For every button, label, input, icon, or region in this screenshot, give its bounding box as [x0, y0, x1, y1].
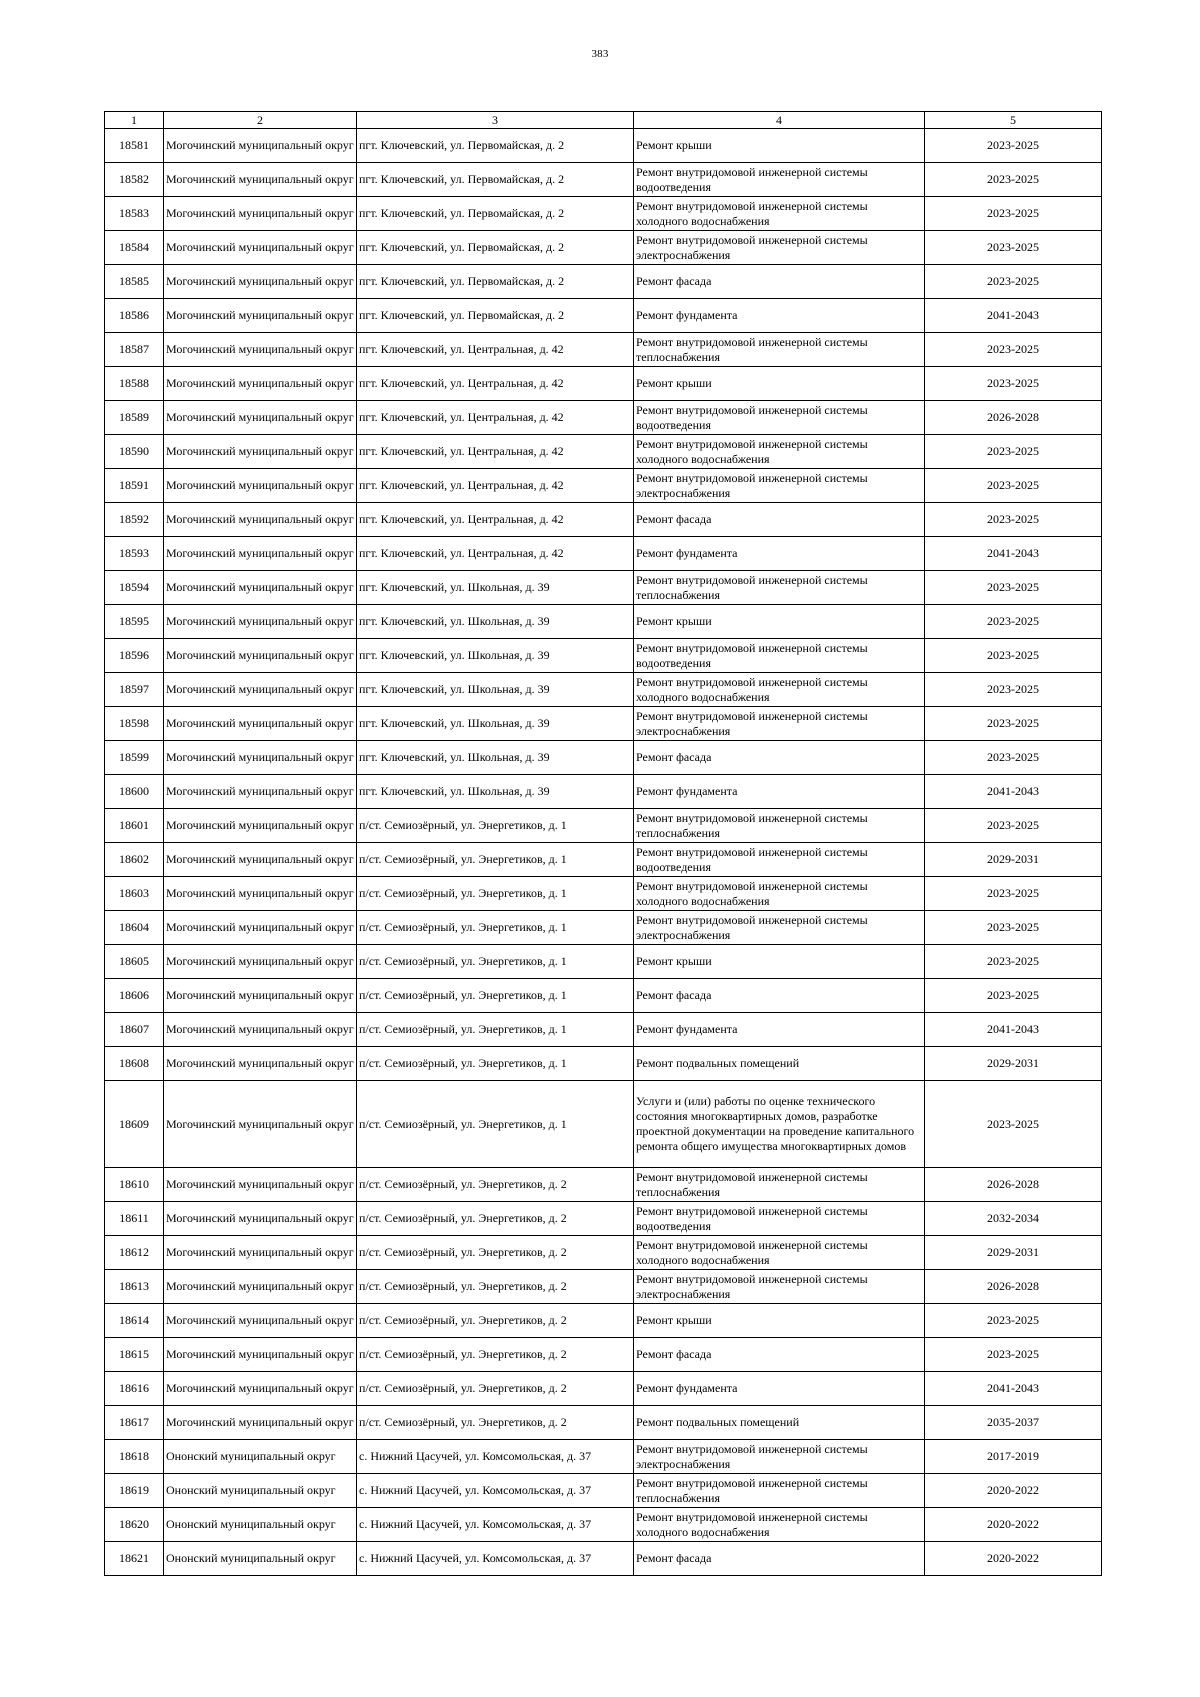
row-number: 18618 [105, 1440, 164, 1474]
table-row [105, 979, 1102, 1013]
address-cell: п/ст. Семиозёрный, ул. Энергетиков, д. 2 [357, 1270, 634, 1304]
period-cell: 2023-2025 [925, 163, 1102, 197]
address-cell: с. Нижний Цасучей, ул. Комсомольская, д. 37 [357, 1440, 634, 1474]
municipality-cell: Могочинский муниципальный округ [164, 741, 357, 775]
period-cell: 2023-2025 [925, 741, 1102, 775]
municipality-cell: Могочинский муниципальный округ [164, 843, 357, 877]
row-number: 18616 [105, 1372, 164, 1406]
address-cell: пгт. Ключевский, ул. Школьная, д. 39 [357, 639, 634, 673]
municipality-cell: Могочинский муниципальный округ [164, 1406, 357, 1440]
address-cell: пгт. Ключевский, ул. Школьная, д. 39 [357, 605, 634, 639]
period-cell: 2035-2037 [925, 1406, 1102, 1440]
work-type-cell: Ремонт внутридомовой инженерной системы электроснабжения [634, 231, 925, 265]
work-type-cell: Ремонт крыши [634, 367, 925, 401]
work-type-cell: Ремонт фасада [634, 979, 925, 1013]
work-type-cell: Ремонт подвальных помещений [634, 1406, 925, 1440]
municipality-cell: Могочинский муниципальный округ [164, 1270, 357, 1304]
municipality-cell: Могочинский муниципальный округ [164, 265, 357, 299]
municipality-cell: Могочинский муниципальный округ [164, 809, 357, 843]
row-number: 18602 [105, 843, 164, 877]
municipality-cell: Ононский муниципальный округ [164, 1542, 357, 1576]
work-type-cell: Ремонт внутридомовой инженерной системы теплоснабжения [634, 333, 925, 367]
row-number: 18619 [105, 1474, 164, 1508]
address-cell: пгт. Ключевский, ул. Школьная, д. 39 [357, 775, 634, 809]
row-number: 18620 [105, 1508, 164, 1542]
work-type-cell: Ремонт фасада [634, 1542, 925, 1576]
table-row [105, 231, 1102, 265]
row-number: 18592 [105, 503, 164, 537]
period-cell: 2017-2019 [925, 1440, 1102, 1474]
address-cell: пгт. Ключевский, ул. Первомайская, д. 2 [357, 299, 634, 333]
period-cell: 2023-2025 [925, 197, 1102, 231]
period-cell: 2029-2031 [925, 843, 1102, 877]
address-cell: пгт. Ключевский, ул. Первомайская, д. 2 [357, 197, 634, 231]
address-cell: пгт. Ключевский, ул. Первомайская, д. 2 [357, 265, 634, 299]
address-cell: п/ст. Семиозёрный, ул. Энергетиков, д. 1 [357, 979, 634, 1013]
municipality-cell: Могочинский муниципальный округ [164, 435, 357, 469]
period-cell: 2020-2022 [925, 1508, 1102, 1542]
row-number: 18591 [105, 469, 164, 503]
table-row [105, 911, 1102, 945]
row-number: 18595 [105, 605, 164, 639]
period-cell: 2023-2025 [925, 333, 1102, 367]
municipality-cell: Могочинский муниципальный округ [164, 163, 357, 197]
municipality-cell: Могочинский муниципальный округ [164, 333, 357, 367]
period-cell: 2023-2025 [925, 231, 1102, 265]
work-type-cell: Ремонт внутридомовой инженерной системы электроснабжения [634, 707, 925, 741]
period-cell: 2023-2025 [925, 639, 1102, 673]
municipality-cell: Ононский муниципальный округ [164, 1508, 357, 1542]
work-type-cell: Ремонт внутридомовой инженерной системы холодного водоснабжения [634, 1508, 925, 1542]
municipality-cell: Могочинский муниципальный округ [164, 1168, 357, 1202]
table-row [105, 1013, 1102, 1047]
row-number: 18608 [105, 1047, 164, 1081]
row-number: 18593 [105, 537, 164, 571]
period-cell: 2023-2025 [925, 129, 1102, 163]
row-number: 18614 [105, 1304, 164, 1338]
row-number: 18586 [105, 299, 164, 333]
address-cell: п/ст. Семиозёрный, ул. Энергетиков, д. 2 [357, 1168, 634, 1202]
row-number: 18613 [105, 1270, 164, 1304]
work-type-cell: Услуги и (или) работы по оценке технического состояния многоквартирных домов, разработке проектной документации на проведение капитального ремонта общего имущества многоквартирных домов [634, 1081, 925, 1168]
table-row [105, 367, 1102, 401]
work-type-cell: Ремонт внутридомовой инженерной системы электроснабжения [634, 1440, 925, 1474]
row-number: 18584 [105, 231, 164, 265]
work-type-cell: Ремонт крыши [634, 945, 925, 979]
period-cell: 2023-2025 [925, 503, 1102, 537]
address-cell: с. Нижний Цасучей, ул. Комсомольская, д. 37 [357, 1474, 634, 1508]
column-header: 1 [105, 112, 164, 129]
address-cell: пгт. Ключевский, ул. Школьная, д. 39 [357, 571, 634, 605]
work-type-cell: Ремонт внутридомовой инженерной системы электроснабжения [634, 469, 925, 503]
table-row [105, 299, 1102, 333]
work-type-cell: Ремонт подвальных помещений [634, 1047, 925, 1081]
period-cell: 2041-2043 [925, 1372, 1102, 1406]
work-type-cell: Ремонт фундамента [634, 299, 925, 333]
address-cell: пгт. Ключевский, ул. Школьная, д. 39 [357, 673, 634, 707]
table-row [105, 469, 1102, 503]
period-cell: 2023-2025 [925, 1081, 1102, 1168]
address-cell: пгт. Ключевский, ул. Центральная, д. 42 [357, 401, 634, 435]
work-type-cell: Ремонт внутридомовой инженерной системы холодного водоснабжения [634, 435, 925, 469]
municipality-cell: Могочинский муниципальный округ [164, 129, 357, 163]
work-type-cell: Ремонт фасада [634, 265, 925, 299]
work-type-cell: Ремонт внутридомовой инженерной системы водоотведения [634, 163, 925, 197]
period-cell: 2029-2031 [925, 1236, 1102, 1270]
period-cell: 2041-2043 [925, 537, 1102, 571]
table-row [105, 741, 1102, 775]
municipality-cell: Могочинский муниципальный округ [164, 571, 357, 605]
work-type-cell: Ремонт внутридомовой инженерной системы водоотведения [634, 1202, 925, 1236]
municipality-cell: Могочинский муниципальный округ [164, 367, 357, 401]
municipality-cell: Могочинский муниципальный округ [164, 911, 357, 945]
row-number: 18604 [105, 911, 164, 945]
table-row [105, 1406, 1102, 1440]
address-cell: пгт. Ключевский, ул. Школьная, д. 39 [357, 741, 634, 775]
table-row [105, 809, 1102, 843]
municipality-cell: Могочинский муниципальный округ [164, 1202, 357, 1236]
work-type-cell: Ремонт внутридомовой инженерной системы водоотведения [634, 401, 925, 435]
address-cell: пгт. Ключевский, ул. Центральная, д. 42 [357, 503, 634, 537]
work-type-cell: Ремонт фундамента [634, 537, 925, 571]
period-cell: 2026-2028 [925, 1270, 1102, 1304]
row-number: 18603 [105, 877, 164, 911]
municipality-cell: Могочинский муниципальный округ [164, 1081, 357, 1168]
table-row [105, 945, 1102, 979]
address-cell: п/ст. Семиозёрный, ул. Энергетиков, д. 1 [357, 911, 634, 945]
municipality-cell: Могочинский муниципальный округ [164, 469, 357, 503]
table-row [105, 877, 1102, 911]
period-cell: 2032-2034 [925, 1202, 1102, 1236]
header-row [105, 112, 1102, 129]
municipality-cell: Могочинский муниципальный округ [164, 605, 357, 639]
work-type-cell: Ремонт внутридомовой инженерной системы электроснабжения [634, 1270, 925, 1304]
page-number: 383 [591, 48, 609, 60]
period-cell: 2023-2025 [925, 673, 1102, 707]
column-header: 3 [357, 112, 634, 129]
table-row [105, 1372, 1102, 1406]
row-number: 18589 [105, 401, 164, 435]
work-type-cell: Ремонт фасада [634, 741, 925, 775]
capital-repair-table [104, 111, 1102, 1576]
table-row [105, 1542, 1102, 1576]
municipality-cell: Могочинский муниципальный округ [164, 1338, 357, 1372]
municipality-cell: Могочинский муниципальный округ [164, 503, 357, 537]
work-type-cell: Ремонт внутридомовой инженерной системы холодного водоснабжения [634, 877, 925, 911]
period-cell: 2023-2025 [925, 605, 1102, 639]
work-type-cell: Ремонт фасада [634, 1338, 925, 1372]
table-row [105, 775, 1102, 809]
work-type-cell: Ремонт внутридомовой инженерной системы электроснабжения [634, 911, 925, 945]
municipality-cell: Могочинский муниципальный округ [164, 1372, 357, 1406]
work-type-cell: Ремонт фундамента [634, 775, 925, 809]
table-row [105, 129, 1102, 163]
municipality-cell: Могочинский муниципальный округ [164, 877, 357, 911]
address-cell: п/ст. Семиозёрный, ул. Энергетиков, д. 2 [357, 1406, 634, 1440]
municipality-cell: Могочинский муниципальный округ [164, 945, 357, 979]
municipality-cell: Могочинский муниципальный округ [164, 1304, 357, 1338]
table-row [105, 707, 1102, 741]
work-type-cell: Ремонт внутридомовой инженерной системы водоотведения [634, 639, 925, 673]
period-cell: 2023-2025 [925, 571, 1102, 605]
period-cell: 2026-2028 [925, 1168, 1102, 1202]
table-row [105, 1047, 1102, 1081]
row-number: 18582 [105, 163, 164, 197]
table-row [105, 1081, 1102, 1168]
municipality-cell: Могочинский муниципальный округ [164, 979, 357, 1013]
work-type-cell: Ремонт фундамента [634, 1013, 925, 1047]
address-cell: п/ст. Семиозёрный, ул. Энергетиков, д. 2 [357, 1236, 634, 1270]
municipality-cell: Могочинский муниципальный округ [164, 639, 357, 673]
row-number: 18590 [105, 435, 164, 469]
table-row [105, 639, 1102, 673]
period-cell: 2023-2025 [925, 265, 1102, 299]
municipality-cell: Могочинский муниципальный округ [164, 1047, 357, 1081]
municipality-cell: Могочинский муниципальный округ [164, 537, 357, 571]
table-row [105, 333, 1102, 367]
period-cell: 2023-2025 [925, 367, 1102, 401]
period-cell: 2023-2025 [925, 469, 1102, 503]
table-row [105, 435, 1102, 469]
table-row [105, 1236, 1102, 1270]
address-cell: п/ст. Семиозёрный, ул. Энергетиков, д. 1 [357, 1013, 634, 1047]
work-type-cell: Ремонт внутридомовой инженерной системы теплоснабжения [634, 1168, 925, 1202]
row-number: 18612 [105, 1236, 164, 1270]
table-row [105, 163, 1102, 197]
table-row [105, 1202, 1102, 1236]
row-number: 18594 [105, 571, 164, 605]
address-cell: пгт. Ключевский, ул. Первомайская, д. 2 [357, 163, 634, 197]
period-cell: 2023-2025 [925, 707, 1102, 741]
row-number: 18609 [105, 1081, 164, 1168]
row-number: 18601 [105, 809, 164, 843]
period-cell: 2023-2025 [925, 1304, 1102, 1338]
table-row [105, 1304, 1102, 1338]
address-cell: пгт. Ключевский, ул. Центральная, д. 42 [357, 469, 634, 503]
period-cell: 2041-2043 [925, 299, 1102, 333]
period-cell: 2023-2025 [925, 1338, 1102, 1372]
work-type-cell: Ремонт фундамента [634, 1372, 925, 1406]
work-type-cell: Ремонт фасада [634, 503, 925, 537]
municipality-cell: Могочинский муниципальный округ [164, 707, 357, 741]
period-cell: 2023-2025 [925, 877, 1102, 911]
row-number: 18599 [105, 741, 164, 775]
work-type-cell: Ремонт внутридомовой инженерной системы водоотведения [634, 843, 925, 877]
period-cell: 2023-2025 [925, 945, 1102, 979]
row-number: 18587 [105, 333, 164, 367]
row-number: 18621 [105, 1542, 164, 1576]
period-cell: 2023-2025 [925, 435, 1102, 469]
municipality-cell: Могочинский муниципальный округ [164, 197, 357, 231]
period-cell: 2020-2022 [925, 1474, 1102, 1508]
period-cell: 2029-2031 [925, 1047, 1102, 1081]
work-type-cell: Ремонт внутридомовой инженерной системы теплоснабжения [634, 571, 925, 605]
row-number: 18596 [105, 639, 164, 673]
period-cell: 2023-2025 [925, 911, 1102, 945]
address-cell: пгт. Ключевский, ул. Первомайская, д. 2 [357, 129, 634, 163]
municipality-cell: Могочинский муниципальный округ [164, 231, 357, 265]
address-cell: с. Нижний Цасучей, ул. Комсомольская, д. 37 [357, 1508, 634, 1542]
table-row [105, 605, 1102, 639]
row-number: 18588 [105, 367, 164, 401]
municipality-cell: Ононский муниципальный округ [164, 1474, 357, 1508]
table-row [105, 401, 1102, 435]
period-cell: 2041-2043 [925, 775, 1102, 809]
table-row [105, 1338, 1102, 1372]
column-header: 4 [634, 112, 925, 129]
address-cell: пгт. Ключевский, ул. Первомайская, д. 2 [357, 231, 634, 265]
municipality-cell: Могочинский муниципальный округ [164, 401, 357, 435]
work-type-cell: Ремонт внутридомовой инженерной системы теплоснабжения [634, 809, 925, 843]
row-number: 18605 [105, 945, 164, 979]
municipality-cell: Могочинский муниципальный округ [164, 673, 357, 707]
address-cell: п/ст. Семиозёрный, ул. Энергетиков, д. 2 [357, 1304, 634, 1338]
row-number: 18615 [105, 1338, 164, 1372]
table-row [105, 537, 1102, 571]
address-cell: с. Нижний Цасучей, ул. Комсомольская, д. 37 [357, 1542, 634, 1576]
table-row [105, 197, 1102, 231]
row-number: 18610 [105, 1168, 164, 1202]
row-number: 18585 [105, 265, 164, 299]
row-number: 18611 [105, 1202, 164, 1236]
period-cell: 2023-2025 [925, 979, 1102, 1013]
period-cell: 2023-2025 [925, 809, 1102, 843]
address-cell: п/ст. Семиозёрный, ул. Энергетиков, д. 2 [357, 1372, 634, 1406]
work-type-cell: Ремонт внутридомовой инженерной системы холодного водоснабжения [634, 673, 925, 707]
municipality-cell: Могочинский муниципальный округ [164, 775, 357, 809]
table-row [105, 571, 1102, 605]
address-cell: пгт. Ключевский, ул. Центральная, д. 42 [357, 367, 634, 401]
table-row [105, 1168, 1102, 1202]
municipality-cell: Могочинский муниципальный округ [164, 1236, 357, 1270]
work-type-cell: Ремонт крыши [634, 1304, 925, 1338]
row-number: 18600 [105, 775, 164, 809]
row-number: 18583 [105, 197, 164, 231]
address-cell: пгт. Ключевский, ул. Школьная, д. 39 [357, 707, 634, 741]
work-type-cell: Ремонт крыши [634, 605, 925, 639]
address-cell: пгт. Ключевский, ул. Центральная, д. 42 [357, 435, 634, 469]
column-header: 2 [164, 112, 357, 129]
address-cell: п/ст. Семиозёрный, ул. Энергетиков, д. 1 [357, 809, 634, 843]
work-type-cell: Ремонт внутридомовой инженерной системы теплоснабжения [634, 1474, 925, 1508]
address-cell: пгт. Ключевский, ул. Центральная, д. 42 [357, 537, 634, 571]
table-row [105, 1508, 1102, 1542]
row-number: 18581 [105, 129, 164, 163]
row-number: 18606 [105, 979, 164, 1013]
table-row [105, 1270, 1102, 1304]
address-cell: п/ст. Семиозёрный, ул. Энергетиков, д. 1 [357, 843, 634, 877]
table-row [105, 503, 1102, 537]
municipality-cell: Могочинский муниципальный округ [164, 1013, 357, 1047]
address-cell: пгт. Ключевский, ул. Центральная, д. 42 [357, 333, 634, 367]
row-number: 18598 [105, 707, 164, 741]
column-header: 5 [925, 112, 1102, 129]
table-row [105, 1440, 1102, 1474]
row-number: 18617 [105, 1406, 164, 1440]
address-cell: п/ст. Семиозёрный, ул. Энергетиков, д. 1 [357, 877, 634, 911]
period-cell: 2041-2043 [925, 1013, 1102, 1047]
table-row [105, 673, 1102, 707]
work-type-cell: Ремонт внутридомовой инженерной системы холодного водоснабжения [634, 1236, 925, 1270]
table-row [105, 265, 1102, 299]
municipality-cell: Ононский муниципальный округ [164, 1440, 357, 1474]
address-cell: п/ст. Семиозёрный, ул. Энергетиков, д. 1 [357, 945, 634, 979]
address-cell: п/ст. Семиозёрный, ул. Энергетиков, д. 2 [357, 1338, 634, 1372]
table-row [105, 1474, 1102, 1508]
address-cell: п/ст. Семиозёрный, ул. Энергетиков, д. 2 [357, 1202, 634, 1236]
table-row [105, 843, 1102, 877]
row-number: 18607 [105, 1013, 164, 1047]
row-number: 18597 [105, 673, 164, 707]
work-type-cell: Ремонт внутридомовой инженерной системы холодного водоснабжения [634, 197, 925, 231]
address-cell: п/ст. Семиозёрный, ул. Энергетиков, д. 1 [357, 1047, 634, 1081]
work-type-cell: Ремонт крыши [634, 129, 925, 163]
period-cell: 2026-2028 [925, 401, 1102, 435]
address-cell: п/ст. Семиозёрный, ул. Энергетиков, д. 1 [357, 1081, 634, 1168]
municipality-cell: Могочинский муниципальный округ [164, 299, 357, 333]
period-cell: 2020-2022 [925, 1542, 1102, 1576]
